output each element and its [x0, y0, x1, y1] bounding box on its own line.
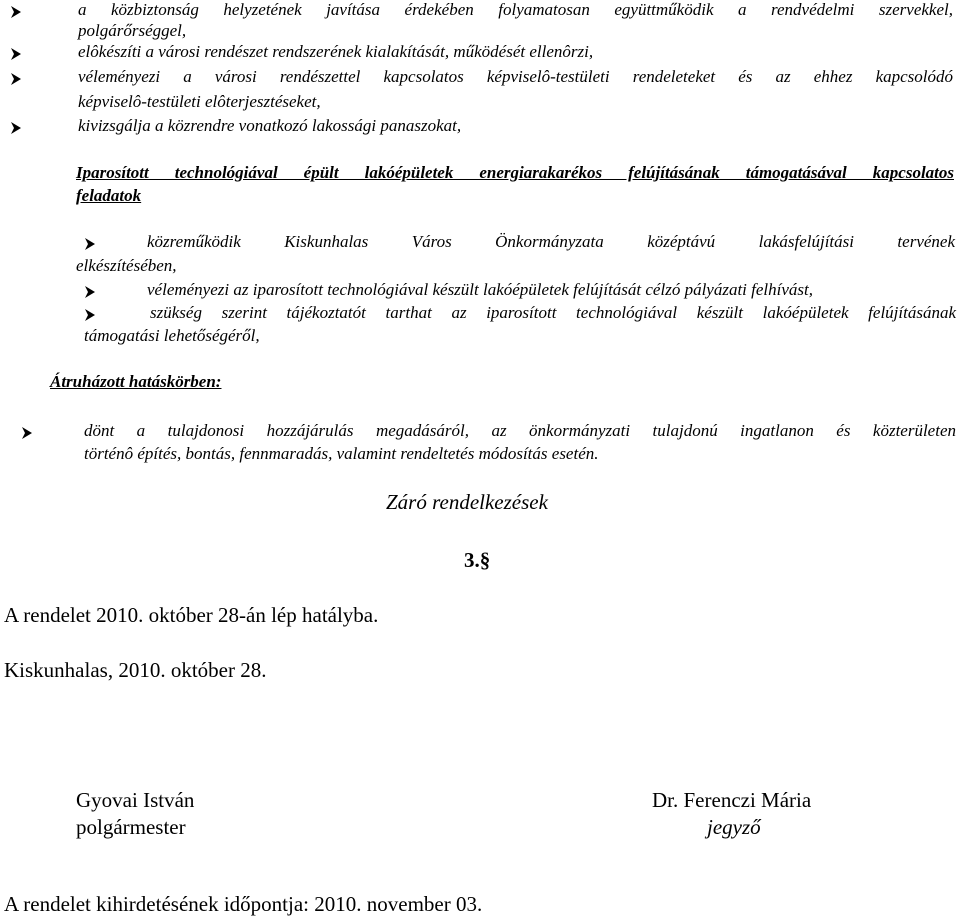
list-item-text: dönt a tulajdonosi hozzájárulás megadásáról, az önkormányzati tulajdonú ingatlanon és közterületen — [84, 421, 956, 440]
arrow-bullet-icon — [10, 47, 22, 61]
list-item-text: polgárőrséggel, — [78, 21, 187, 40]
signature-left-name: Gyovai István — [76, 788, 195, 812]
arrow-bullet-icon — [10, 121, 22, 135]
arrow-bullet-icon — [84, 285, 96, 299]
list-item-text: kivizsgálja a közrendre vonatkozó lakossági panaszokat, — [78, 116, 462, 135]
list-item-text: szükség szerint tájékoztatót tarthat az iparosított technológiával készült lakóépületek felújításának — [150, 303, 956, 322]
list-item-text: véleményezi az iparosított technológiával készült lakóépületek felújítását célzó pályázati felhívást, — [147, 280, 813, 299]
arrow-bullet-icon — [10, 72, 22, 86]
list-item-text: elôkészíti a városi rendészet rendszerének kialakítását, működését ellenôrzi, — [78, 42, 594, 61]
section-heading: feladatok — [76, 186, 142, 205]
closing-title: Záró rendelkezések — [386, 490, 548, 514]
effective-date-line — [4, 603, 378, 628]
arrow-bullet-icon — [21, 426, 33, 440]
arrow-bullet-icon — [84, 308, 96, 322]
place-date: Kiskunhalas, 2010. október 28. — [4, 658, 267, 682]
publication-line: A rendelet kihirdetésének időpontja: 2010. november 03. — [4, 892, 483, 916]
signature-right-title: jegyző — [707, 815, 761, 839]
delegated-heading: Átruházott hatáskörben: — [50, 372, 222, 391]
list-item-text: támogatási lehetőségéről, — [84, 326, 260, 345]
signature-left-title: polgármester — [76, 815, 186, 839]
arrow-bullet-icon — [84, 237, 96, 251]
arrow-bullet-icon — [10, 5, 22, 19]
effective-date-text: A rendelet 2010. október 28-án lép hatályba. — [4, 603, 379, 627]
list-item-text: képviselô-testületi elôterjesztéseket, — [78, 92, 321, 111]
list-item-text: a közbiztonság helyzetének javítása érdekében folyamatosan együttműködik a rendvédelmi szervekkel, — [78, 0, 953, 19]
section-number: 3.§ — [464, 548, 491, 572]
section-heading: Iparosított technológiával épült lakóépületek energiarakarékos felújításának támogatásával kapcsolatos — [76, 163, 954, 182]
signature-right-name: Dr. Ferenczi Mária — [652, 788, 812, 812]
list-item-text: közreműködik Kiskunhalas Város Önkormányzata középtávú lakásfelújítási tervének — [147, 232, 955, 251]
list-item-text: elkészítésében, — [76, 256, 177, 275]
list-item-text: történô építés, bontás, fennmaradás, valamint rendeltetés módosítás esetén. — [84, 444, 599, 463]
list-item-text: véleményezi a városi rendészettel kapcsolatos képviselô-testületi rendeleteket és az ehhez kapcsolódó — [78, 67, 953, 86]
